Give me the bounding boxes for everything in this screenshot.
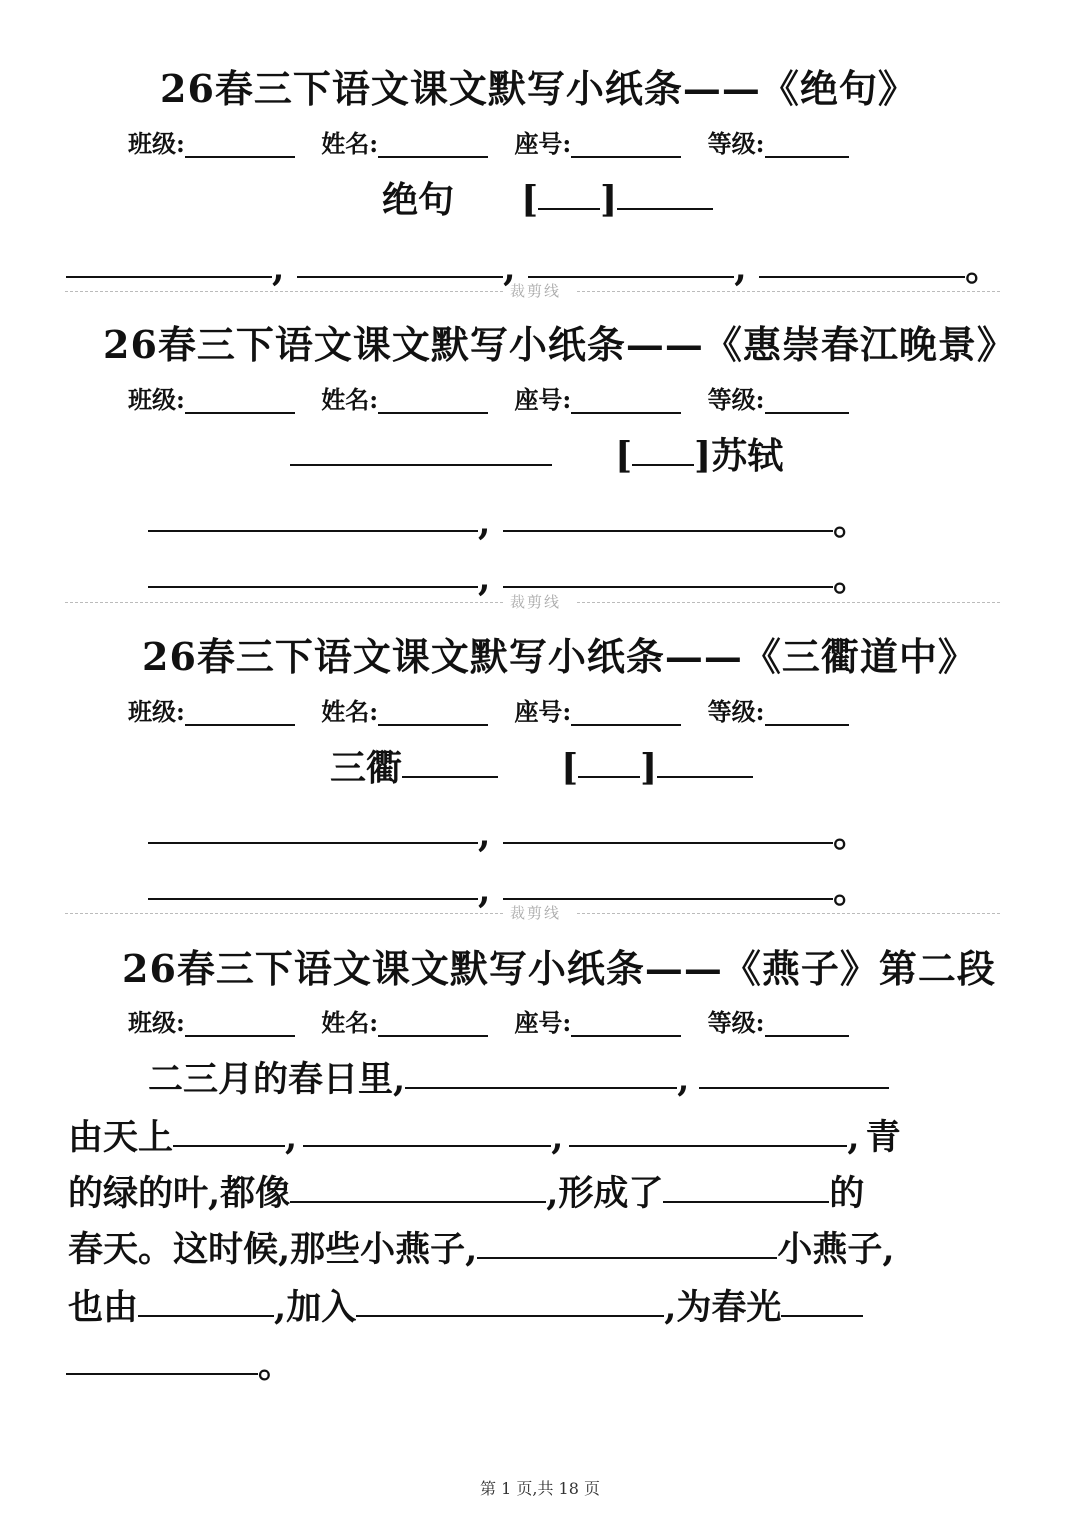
class-blank[interactable]: [185, 700, 295, 726]
comma: ,: [503, 247, 516, 289]
seat-blank[interactable]: [571, 388, 681, 414]
slip-title: 26春三下语文课文默写小纸条——《绝句》: [160, 66, 917, 111]
poem-title: 绝句: [382, 179, 455, 221]
name-label: 姓名:: [321, 129, 379, 158]
passage-blank[interactable]: [699, 1061, 889, 1089]
poem-author: 苏轼: [711, 435, 784, 477]
passage-blank[interactable]: [138, 1289, 274, 1317]
poem-blank[interactable]: [148, 872, 478, 900]
class-blank[interactable]: [185, 388, 295, 414]
dynasty-blank[interactable]: [632, 438, 694, 466]
poem-blank[interactable]: [759, 250, 965, 278]
grade-blank[interactable]: [765, 700, 849, 726]
grade-blank[interactable]: [765, 132, 849, 158]
poem-blank[interactable]: [503, 504, 833, 532]
dynasty-bracket-right: ]: [694, 435, 712, 477]
seat-blank[interactable]: [571, 132, 681, 158]
poem-lines: [148, 550, 869, 601]
name-blank[interactable]: [378, 700, 488, 726]
poem-blank[interactable]: [297, 250, 503, 278]
comma: ,: [285, 1117, 298, 1158]
seat-blank[interactable]: [571, 1011, 681, 1037]
passage-line: [68, 1222, 895, 1272]
class-label: 班级:: [128, 697, 185, 726]
comma: ,: [551, 1117, 564, 1158]
poem-blank[interactable]: [503, 560, 833, 588]
name-label: 姓名:: [321, 385, 379, 414]
poem-blank[interactable]: [503, 872, 833, 900]
passage-line: [66, 1338, 293, 1388]
poem-lines: [148, 494, 869, 545]
comma: ,: [478, 557, 491, 599]
passage-text: ,为春光: [664, 1287, 782, 1328]
name-label: 姓名:: [321, 697, 379, 726]
dynasty-bracket-left: [: [561, 747, 579, 789]
seat-label: 座号:: [514, 129, 572, 158]
period: 。: [833, 813, 870, 855]
comma: ,: [677, 1059, 690, 1100]
name-label: 姓名:: [321, 1008, 379, 1037]
seat-label: 座号:: [514, 1008, 572, 1037]
passage-blank[interactable]: [356, 1289, 664, 1317]
name-blank[interactable]: [378, 1011, 488, 1037]
student-info-row: [128, 692, 867, 727]
passage-text: 二三月的春日里,: [148, 1059, 406, 1100]
passage-blank[interactable]: [663, 1175, 829, 1203]
poem-heading: [290, 428, 783, 479]
comma: ,: [478, 501, 491, 543]
cut-line: [65, 595, 1000, 611]
passage-blank[interactable]: [303, 1119, 551, 1147]
passage-text: 小燕子,: [777, 1229, 895, 1270]
student-info-row: [128, 124, 867, 159]
name-blank[interactable]: [378, 132, 488, 158]
comma: ,: [478, 813, 491, 855]
poem-blank[interactable]: [148, 816, 478, 844]
student-info-row: [128, 380, 867, 415]
author-blank[interactable]: [657, 750, 753, 778]
passage-line: [148, 1052, 889, 1102]
cut-line: [65, 284, 1000, 300]
period: 。: [965, 247, 1002, 289]
poem-title-blank[interactable]: [402, 750, 498, 778]
passage-text: 由天上: [68, 1117, 174, 1158]
comma: ,: [734, 247, 747, 289]
dynasty-blank[interactable]: [538, 182, 600, 210]
passage-blank[interactable]: [569, 1119, 847, 1147]
passage-text: 的绿的叶,都像: [68, 1173, 291, 1214]
grade-label: 等级:: [707, 697, 765, 726]
poem-heading: [330, 740, 753, 791]
passage-blank[interactable]: [173, 1119, 285, 1147]
grade-blank[interactable]: [765, 388, 849, 414]
passage-text: 青: [865, 1117, 901, 1158]
passage-text: 也由: [68, 1287, 139, 1328]
class-label: 班级:: [128, 1008, 185, 1037]
dynasty-bracket-left: [: [615, 435, 633, 477]
page-footer: 第 1 页,共 18 页: [480, 1479, 600, 1498]
cut-line-label: 裁剪线: [510, 593, 562, 611]
passage-line: [68, 1166, 864, 1216]
poem-title-blank[interactable]: [290, 438, 552, 466]
class-blank[interactable]: [185, 1011, 295, 1037]
grade-label: 等级:: [707, 385, 765, 414]
seat-blank[interactable]: [571, 700, 681, 726]
period: 。: [833, 557, 870, 599]
author-blank[interactable]: [617, 182, 713, 210]
slip-title: 26春三下语文课文默写小纸条——《惠崇春江晚景》: [103, 322, 1016, 367]
passage-blank[interactable]: [477, 1231, 777, 1259]
passage-blank[interactable]: [781, 1289, 863, 1317]
name-blank[interactable]: [378, 388, 488, 414]
dynasty-bracket-right: ]: [640, 747, 658, 789]
passage-text: 的: [829, 1173, 865, 1214]
passage-text: 春天。这时候,那些小燕子,: [68, 1229, 478, 1270]
cut-line-label: 裁剪线: [510, 282, 562, 300]
class-label: 班级:: [128, 129, 185, 158]
poem-blank[interactable]: [528, 250, 734, 278]
period: 。: [833, 869, 870, 911]
passage-line: [68, 1280, 863, 1330]
slip-title: 26春三下语文课文默写小纸条——《三衢道中》: [142, 634, 977, 679]
seat-label: 座号:: [514, 697, 572, 726]
poem-blank[interactable]: [148, 560, 478, 588]
class-label: 班级:: [128, 385, 185, 414]
period: 。: [833, 501, 870, 543]
passage-blank[interactable]: [405, 1061, 677, 1089]
cut-line-label: 裁剪线: [510, 904, 562, 922]
poem-blank[interactable]: [66, 250, 272, 278]
passage-blank[interactable]: [66, 1347, 258, 1375]
poem-lines: [148, 806, 869, 857]
grade-blank[interactable]: [765, 1011, 849, 1037]
seat-label: 座号:: [514, 385, 572, 414]
grade-label: 等级:: [707, 1008, 765, 1037]
dynasty-bracket-right: ]: [600, 179, 618, 221]
poem-title: 三衢: [330, 747, 403, 789]
poem-blank[interactable]: [503, 816, 833, 844]
comma: ,: [272, 247, 285, 289]
class-blank[interactable]: [185, 132, 295, 158]
dynasty-bracket-left: [: [521, 179, 539, 221]
slip-title: 26春三下语文课文默写小纸条——《燕子》第二段: [122, 946, 996, 991]
passage-text: ,加入: [274, 1287, 357, 1328]
comma: ,: [478, 869, 491, 911]
dynasty-blank[interactable]: [578, 750, 640, 778]
poem-heading: [382, 172, 713, 223]
cut-line: [65, 906, 1000, 922]
passage-text: ,形成了: [546, 1173, 664, 1214]
student-info-row: [128, 1003, 867, 1038]
passage-blank[interactable]: [290, 1175, 546, 1203]
grade-label: 等级:: [707, 129, 765, 158]
passage-line: [68, 1110, 901, 1160]
comma: ,: [847, 1117, 860, 1158]
poem-blank[interactable]: [148, 504, 478, 532]
period: 。: [258, 1345, 294, 1386]
